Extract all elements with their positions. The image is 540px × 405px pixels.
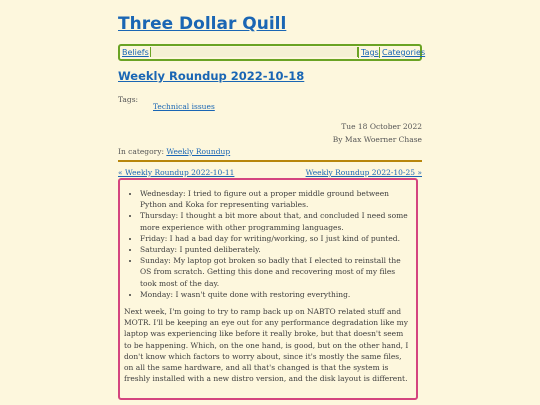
prev-post-link[interactable]: « Weekly Roundup 2022-10-11 [118, 168, 235, 177]
post-paragraph: Next week, I'm going to try to ramp back up on NABTO related stuff and MOTR. I'll be keeping an eye out for any performance degradation like my laptop was experiencing like before it really broke, but that doesn't seem to be happening. Which, on the one hand, is good, but on the other hand, I don't know which factors to worry about, since it's mostly the same files, on all the same hardware, and all that's changed is that the system is freshly installed with a new distro version, and the disk layout is different. [124, 307, 409, 384]
section-divider [118, 160, 422, 162]
search-input[interactable] [150, 47, 358, 57]
list-item: • Monday: I wasn't quite done with restoring everything. [140, 289, 410, 300]
post-content [118, 178, 418, 400]
site-title-link[interactable]: Three Dollar Quill [118, 14, 287, 34]
post-category [118, 147, 230, 156]
list-item: • Friday: I had a bad day for writing/working, so I just kind of punted. [140, 233, 410, 244]
list-item: • Wednesday: I tried to figure out a proper middle ground between Python and Koka for representing variables. [140, 188, 410, 210]
nav-divider [379, 47, 380, 58]
nav-divider [358, 47, 359, 58]
category-prefix: In category: [118, 147, 167, 156]
nav-beliefs-link[interactable]: Beliefs [122, 48, 149, 57]
post-author: By Max Woerner Chase [332, 135, 422, 144]
list-item: • Sunday: My laptop got broken so badly that I elected to reinstall the OS from scratch. Getting this done and recovering most of my files took most of the day. [140, 255, 410, 289]
nav-categories-link[interactable]: Categories [382, 48, 426, 57]
top-nav-bar [118, 44, 426, 61]
category-link[interactable]: Weekly Roundup [166, 147, 231, 156]
list-item: • Thursday: I thought a bit more about that, and concluded I need some more experience with other programming languages. [140, 210, 410, 232]
tag-link-technical-issues[interactable]: Technical issues [153, 102, 215, 111]
nav-tags-link[interactable]: Tags [361, 48, 379, 57]
list-item: • Saturday: I punted deliberately. [140, 244, 410, 255]
post-date: Tue 18 October 2022 [341, 122, 422, 131]
post-title-link[interactable]: Weekly Roundup 2022-10-18 [118, 69, 305, 83]
next-post-link[interactable]: Weekly Roundup 2022-10-25 » [305, 168, 422, 177]
daily-log-list [124, 188, 410, 300]
tags-label: Tags: [118, 95, 139, 104]
